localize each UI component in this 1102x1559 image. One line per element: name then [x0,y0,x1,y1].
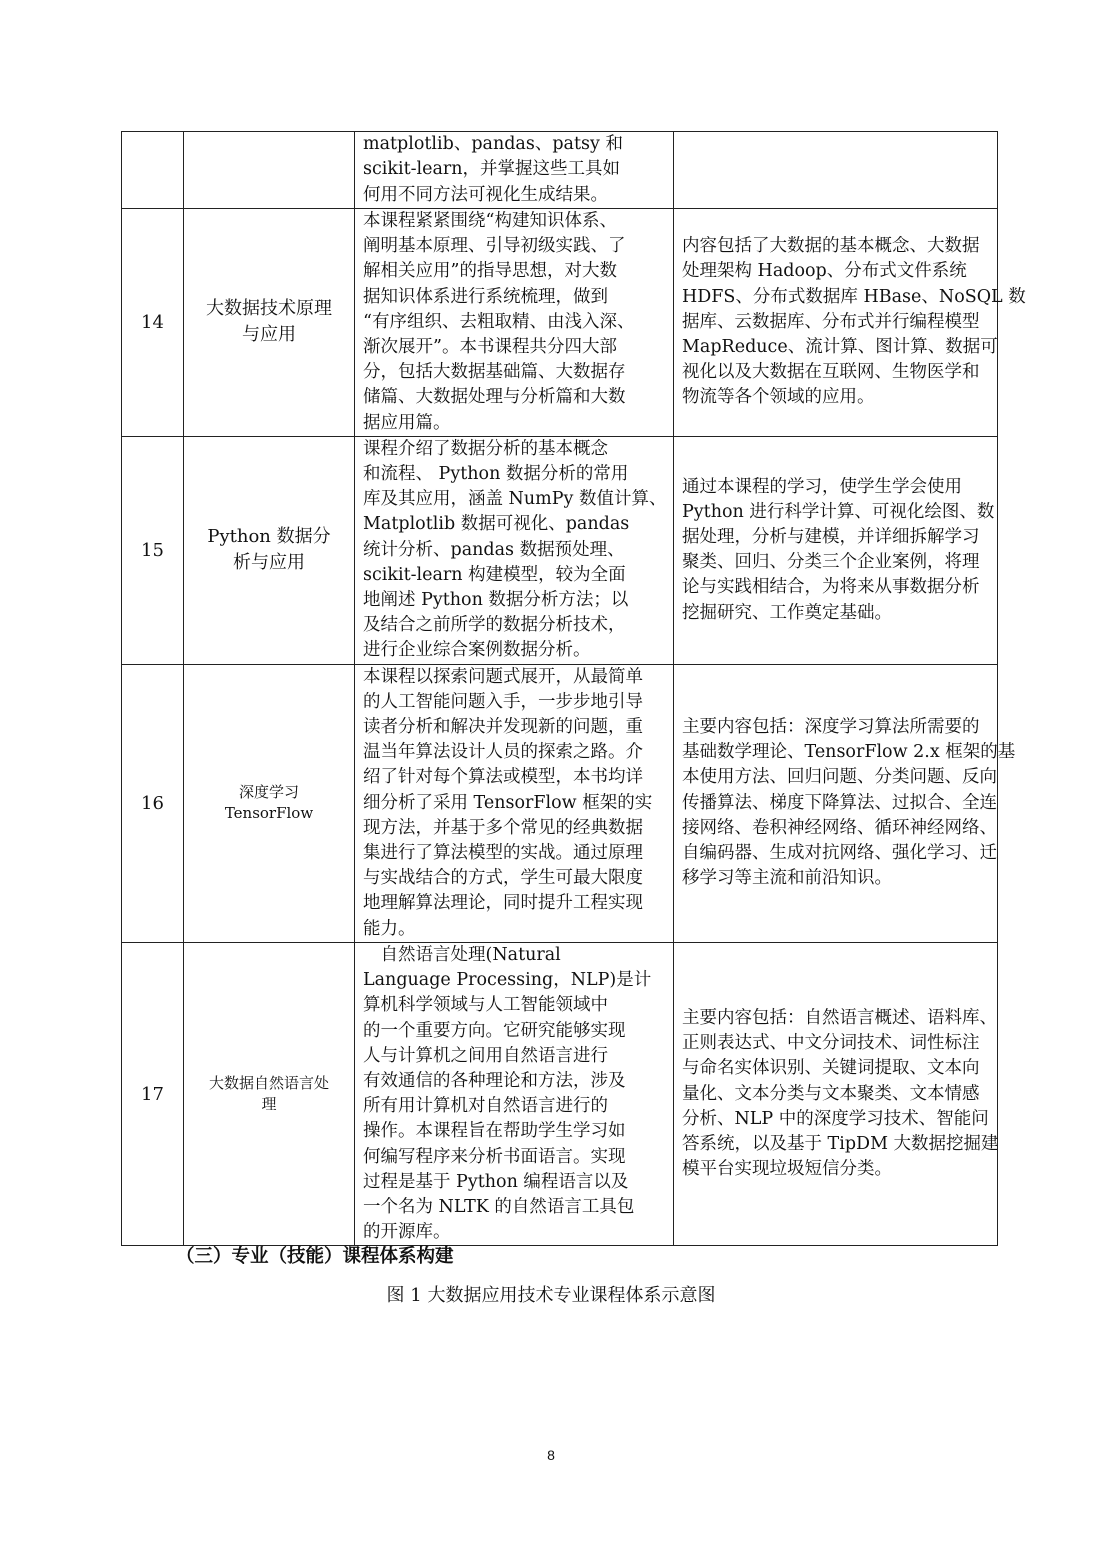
text-line: 有效通信的各种理论和方法，涉及 [363,1070,626,1091]
text-line: 地阐述 Python 数据分析方法；以 [363,590,629,611]
text-line: 聚类、回归、分类三个企业案例，将理 [682,552,980,573]
text-line: 的一个重要方向。它研究能够实现 [363,1020,626,1041]
text-line: 本课程以探索问题式展开，从最简单 [363,666,643,687]
text-line: 集进行了算法模型的实战。通过原理 [363,843,643,864]
text-line: 本使用方法、回归问题、分类问题、反向 [682,767,997,788]
course-number: 15 [122,436,184,664]
text-line: 统计分析、pandas 数据预处理、 [363,539,625,560]
text-line: 本课程紧紧围绕“构建知识体系、 [363,211,617,231]
text-line: 主要内容包括：深度学习算法所需要的 [682,717,980,738]
text-line: Matplotlib 数据可视化、pandas [363,514,630,535]
text-line: 分析、NLP 中的深度学习技术、智能问 [682,1108,989,1129]
course-content [674,436,998,664]
text-line: 地理解算法理论，同时提升工程实现 [363,893,643,914]
text-line: 库及其应用，涵盖 NumPy 数值计算、 [363,489,667,510]
table-row [122,664,998,942]
text-line: 温当年算法设计人员的探索之路。介 [363,742,643,763]
text-line: 论与实践相结合，为将来从事数据分析 [682,577,980,598]
course-table [121,131,1026,1246]
text-line: 据应用篇。 [363,412,451,433]
text-line: 和流程、 Python 数据分析的常用 [363,464,629,485]
course-name [184,942,355,1245]
text-line: 与命名实体识别、关键词提取、文本向 [682,1058,980,1079]
text-line: 处理架构 Hadoop、分布式文件系统 [682,261,967,282]
text-line: scikit-learn，并掌握这些工具如 [363,159,621,180]
text-line: 现方法，并基于多个常见的经典数据 [363,817,643,838]
text-line: HDFS、分布式数据库 HBase、NoSQL 数 [682,286,1026,307]
course-name [184,436,355,664]
text-line: 分，包括大数据基础篇、大数据存 [363,362,626,383]
text-line: 视化以及大数据在互联网、生物医学和 [682,362,980,383]
section-heading: （三）专业（技能）课程体系构建 [176,1246,454,1267]
text-line: 传播算法、梯度下降算法、过拟合、全连 [682,792,997,813]
text-line: Python 数据分 [207,526,331,548]
page-number: 8 [547,1447,555,1463]
course-content [674,664,1016,942]
course-description [355,436,674,664]
text-line: 细分析了采用 TensorFlow 框架的实 [363,792,653,813]
text-line: 的开源库。 [363,1222,451,1243]
text-line: 何用不同方法可视化生成结果。 [363,184,608,205]
text-line: 所有用计算机对自然语言进行的 [363,1096,608,1117]
text-line: 过程是基于 Python 编程语言以及 [363,1171,629,1192]
text-line: 读者分析和解决并发现新的问题，重 [363,717,643,738]
table-row [122,942,998,1245]
course-description [355,664,674,942]
text-line: 大数据自然语言处 [208,1074,329,1093]
course-description [355,132,674,209]
course-description [355,942,674,1245]
text-line: 通过本课程的学习，使学生学会使用 [682,476,962,497]
course-number: 17 [122,942,184,1245]
text-line: Language Processing，NLP)是计 [363,970,652,991]
text-line: 答系统，以及基于 TipDM 大数据挖掘建 [682,1133,999,1154]
text-line: 移学习等主流和前沿知识。 [682,868,892,889]
text-line: 理 [261,1095,277,1114]
text-line: 何编写程序来分析书面语言。实现 [363,1146,626,1167]
text-line: 析与应用 [233,552,305,574]
course-content [674,132,998,209]
text-line: Python 进行科学计算、可视化绘图、数 [682,501,995,522]
text-line: 模平台实现垃圾短信分类。 [682,1159,892,1180]
text-line: 自然语言处理(Natural [363,944,561,965]
text-line: 据知识体系进行系统梳理，做到 [363,286,608,307]
text-line: 自编码器、生成对抗网络、强化学习、迁 [682,843,997,864]
course-name [184,132,355,209]
text-line: 及结合之前所学的数据分析技术， [363,615,626,636]
text-line: 与实战结合的方式，学生可最大限度 [363,868,643,889]
table-row [122,132,998,209]
text-line: 据处理，分析与建模，并详细拆解学习 [682,527,980,548]
text-line: 物流等各个领域的应用。 [682,387,875,408]
text-line: 接网络、卷积神经网络、循环神经网络、 [682,817,997,838]
text-line: 储篇、大数据处理与分析篇和大数 [363,387,626,408]
text-line: TensorFlow [224,804,314,823]
course-content [674,209,1026,437]
text-line: 渐次展开”。本书课程共分四大部 [363,337,617,358]
text-line: 正则表达式、中文分词技术、词性标注 [682,1033,980,1054]
text-line: 绍了针对每个算法或模型，本书均详 [363,767,643,788]
text-line: “有序组织、去粗取精、由浅入深、 [363,311,635,332]
text-line: 大数据技术原理 [206,298,332,320]
text-line: 深度学习 [238,783,299,802]
course-number [122,132,184,209]
course-number: 16 [122,664,184,942]
text-line: 与应用 [242,324,296,346]
text-line: 算机科学领域与人工智能领域中 [363,995,608,1016]
text-line: 据库、云数据库、分布式并行编程模型 [682,311,980,332]
text-line: 一个名为 NLTK 的自然语言工具包 [363,1196,635,1217]
text-line: 操作。本课程旨在帮助学生学习如 [363,1121,626,1142]
course-content [674,942,998,1245]
text-line: matplotlib、pandas、patsy 和 [363,134,623,155]
text-line: 的人工智能问题入手，一步步地引导 [363,691,643,712]
text-line: 主要内容包括：自然语言概述、语料库、 [682,1007,997,1028]
text-line: 阐明基本原理、引导初级实践、了 [363,236,626,257]
text-line: 解相关应用”的指导思想，对大数 [363,261,617,282]
course-name [184,664,355,942]
text-line: 课程介绍了数据分析的基本概念 [363,438,608,459]
text-line: 量化、文本分类与文本聚类、文本情感 [682,1083,980,1104]
figure-caption: 图 1 大数据应用技术专业课程体系示意图 [386,1285,716,1306]
text-line: MapReduce、流计算、图计算、数据可 [682,337,998,358]
course-description [355,209,674,437]
course-number: 14 [122,209,184,437]
text-line: 挖掘研究、工作奠定基础。 [682,602,892,623]
text-line: scikit-learn 构建模型，较为全面 [363,564,626,585]
text-line: 人与计算机之间用自然语言进行 [363,1045,608,1066]
course-name [184,209,355,437]
text-line: 能力。 [363,918,416,939]
text-line: 进行企业综合案例数据分析。 [363,640,591,661]
text-line: 基础数学理论、TensorFlow 2.x 框架的基 [682,742,1016,763]
text-line: 内容包括了大数据的基本概念、大数据 [682,236,980,257]
table-row [122,209,998,437]
table-row [122,436,998,664]
